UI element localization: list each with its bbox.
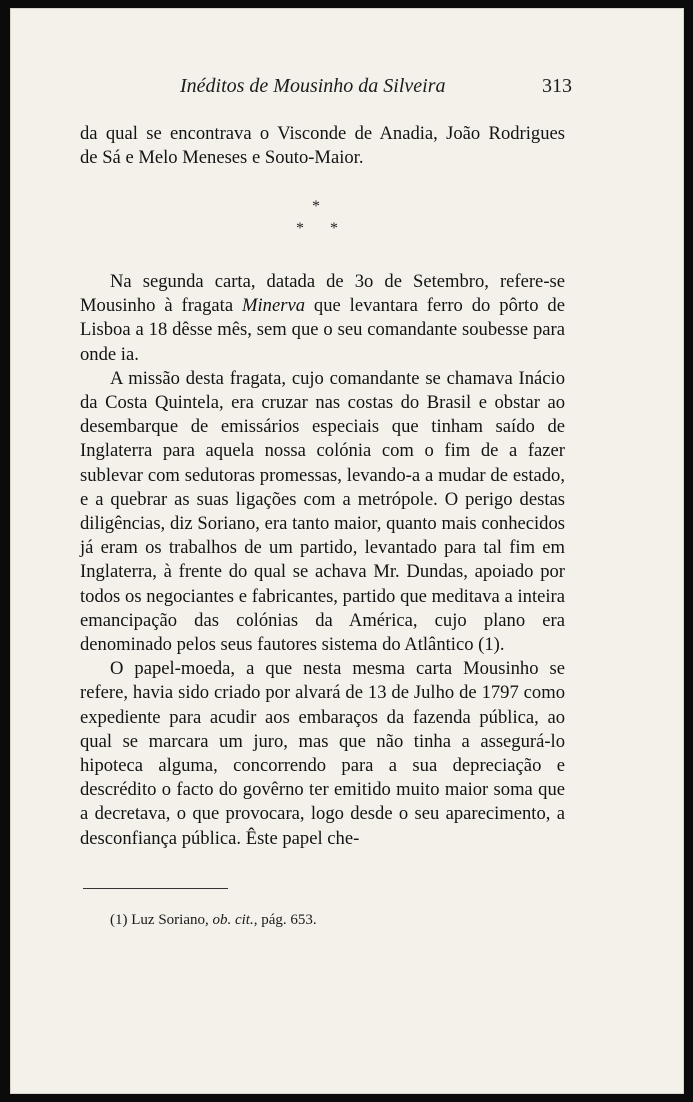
- body-text: [80, 270, 565, 851]
- text-line: de Sá e Melo Meneses e Souto-Maior.: [80, 147, 364, 169]
- footnote-marker: (1): [110, 912, 128, 928]
- paragraph: O papel-moeda, a que nesta mesma carta Mousinho se refere, havia sido criado por alvará de 13 de Julho de 1797 como expediente para acudir aos embaraços da fazenda pública, ao qual se marcara um juro, mas que não tinha a assegurá-lo hipoteca alguma, concorrendo para a sua depreciação e descrédito o facto do govêrno ter emitido muito maior soma que a decretava, o que provocara, logo desde o seu aparecimento, a desconfiança pública. Êste papel che-: [80, 658, 565, 849]
- footnote: [110, 912, 317, 929]
- text-run: Na segunda carta, datada de 3o de Setembro, refere-se Mousinho à fragata: [80, 271, 565, 317]
- footnote-author: Luz Soriano,: [131, 912, 209, 928]
- text-line: da qual se encontrava o Visconde de Anadia, João Rodrigues: [80, 123, 565, 144]
- paragraph: [80, 270, 565, 367]
- paragraph: A missão desta fragata, cujo comandante se chamava Inácio da Costa Quintela, era cruzar nas costas do Brasil e obstar ao desembarque de emissários especiais que tinham saído de Inglaterra para aquela nossa colónia com o fim de a fazer sublevar com sedutoras promessas, levando-a a mudar de estado, e a quebrar as suas ligações com a metrópole. O perigo destas diligências, diz Soriano, era tanto maior, quanto mais conhecidos já eram os trabalhos de um partido, levantado para tal fim em Inglaterra, à frente do qual se achava Mr. Dundas, apoiado por todos os negociantes e fabricantes, partido que meditava a inteira emancipação das colónias da América, cujo plano era denominado pelos seus fautores sistema do Atlântico (1).: [80, 367, 565, 656]
- ship-name: Minerva: [242, 295, 306, 317]
- running-title: Inéditos de Mousinho da Silveira: [180, 75, 446, 97]
- text-run: que levantara ferro do pôrto de Lisboa a 18 dêsse mês, sem que o seu comandante soubesse para onde ia.: [80, 295, 565, 365]
- asterisk: *: [296, 220, 304, 237]
- book-page: [10, 8, 684, 1094]
- footnote-rule: [83, 888, 228, 889]
- footnote-page: pág. 653.: [261, 912, 317, 928]
- paragraph-continued: [80, 122, 565, 170]
- asterisk: *: [312, 198, 320, 215]
- footnote-reference: ob. cit.,: [212, 912, 258, 928]
- section-separator: [10, 198, 684, 258]
- asterisk: *: [330, 220, 338, 237]
- page-number: 313: [542, 75, 572, 97]
- running-header: [10, 75, 684, 101]
